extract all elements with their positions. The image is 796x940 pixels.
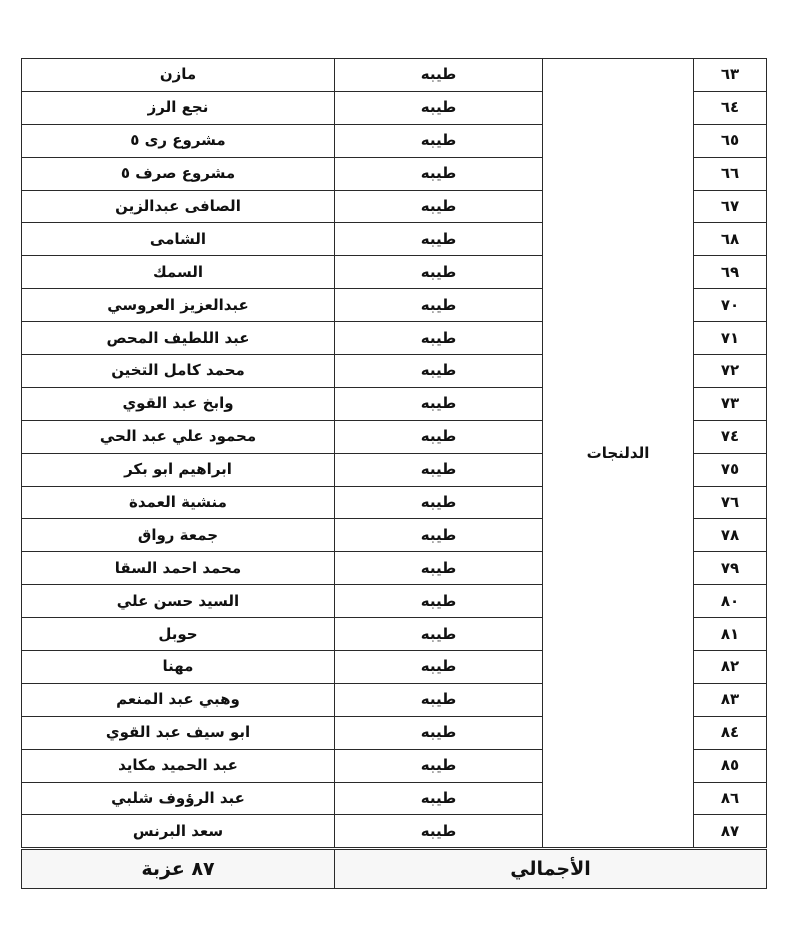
document-sheet (21, 58, 766, 889)
row-type-cell: طيبه (335, 453, 543, 486)
row-number-cell: ٨٦ (694, 782, 767, 815)
row-number-cell: ٦٤ (694, 91, 767, 124)
row-name-cell: جمعة رواق (22, 519, 335, 552)
row-number-cell: ٧١ (694, 322, 767, 355)
row-number-cell: ٨٧ (694, 815, 767, 849)
total-label-cell: الأجمالي (335, 849, 767, 889)
row-type-cell: طيبه (335, 355, 543, 388)
row-type-cell: طيبه (335, 486, 543, 519)
row-number-cell: ٨٠ (694, 585, 767, 618)
row-number-cell: ٨٤ (694, 716, 767, 749)
region-cell: الدلنجات (543, 59, 694, 849)
row-name-cell: عبد الرؤوف شلبي (22, 782, 335, 815)
row-type-cell: طيبه (335, 124, 543, 157)
row-name-cell: وابخ عبد القوي (22, 387, 335, 420)
row-name-cell: عبد الحميد مكايد (22, 749, 335, 782)
row-name-cell: منشية العمدة (22, 486, 335, 519)
row-name-cell: وهبي عبد المنعم (22, 683, 335, 716)
row-type-cell: طيبه (335, 651, 543, 684)
row-number-cell: ٧٠ (694, 289, 767, 322)
row-number-cell: ٨٣ (694, 683, 767, 716)
row-number-cell: ٨٢ (694, 651, 767, 684)
row-number-cell: ٦٧ (694, 190, 767, 223)
table-body (22, 59, 767, 889)
row-number-cell: ٦٩ (694, 256, 767, 289)
row-type-cell: طيبه (335, 618, 543, 651)
row-name-cell: الشامى (22, 223, 335, 256)
row-number-cell: ٧٥ (694, 453, 767, 486)
row-type-cell: طيبه (335, 815, 543, 849)
row-name-cell: ابو سيف عبد القوي (22, 716, 335, 749)
row-number-cell: ٨٥ (694, 749, 767, 782)
row-name-cell: محمد احمد السقا (22, 552, 335, 585)
row-type-cell: طيبه (335, 420, 543, 453)
row-type-cell: طيبه (335, 782, 543, 815)
row-name-cell: مهنا (22, 651, 335, 684)
row-name-cell: مشروع رى ٥ (22, 124, 335, 157)
row-type-cell: طيبه (335, 256, 543, 289)
row-name-cell: سعد البرنس (22, 815, 335, 849)
row-type-cell: طيبه (335, 387, 543, 420)
row-name-cell: السيد حسن علي (22, 585, 335, 618)
row-number-cell: ٧٢ (694, 355, 767, 388)
total-row (22, 849, 767, 889)
row-name-cell: عبدالعزيز العروسي (22, 289, 335, 322)
row-type-cell: طيبه (335, 59, 543, 92)
total-value-cell: ٨٧ عزبة (22, 849, 335, 889)
row-type-cell: طيبه (335, 157, 543, 190)
row-number-cell: ٨١ (694, 618, 767, 651)
row-number-cell: ٦٦ (694, 157, 767, 190)
row-number-cell: ٧٤ (694, 420, 767, 453)
row-number-cell: ٦٥ (694, 124, 767, 157)
row-type-cell: طيبه (335, 716, 543, 749)
row-name-cell: مشروع صرف ٥ (22, 157, 335, 190)
row-number-cell: ٧٦ (694, 486, 767, 519)
row-name-cell: محمد كامل التخين (22, 355, 335, 388)
row-type-cell: طيبه (335, 749, 543, 782)
row-name-cell: الصافى عبدالزين (22, 190, 335, 223)
row-type-cell: طيبه (335, 519, 543, 552)
row-name-cell: نجع الرز (22, 91, 335, 124)
row-name-cell: السمك (22, 256, 335, 289)
row-name-cell: حوبل (22, 618, 335, 651)
row-number-cell: ٧٣ (694, 387, 767, 420)
row-type-cell: طيبه (335, 91, 543, 124)
table-row (22, 59, 767, 92)
row-number-cell: ٦٣ (694, 59, 767, 92)
villages-table (21, 58, 767, 889)
row-number-cell: ٧٨ (694, 519, 767, 552)
row-number-cell: ٦٨ (694, 223, 767, 256)
row-type-cell: طيبه (335, 585, 543, 618)
row-name-cell: عبد اللطيف المحص (22, 322, 335, 355)
row-name-cell: ابراهيم ابو بكر (22, 453, 335, 486)
row-number-cell: ٧٩ (694, 552, 767, 585)
row-type-cell: طيبه (335, 190, 543, 223)
row-type-cell: طيبه (335, 289, 543, 322)
row-name-cell: محمود علي عبد الحي (22, 420, 335, 453)
row-type-cell: طيبه (335, 552, 543, 585)
row-type-cell: طيبه (335, 683, 543, 716)
row-type-cell: طيبه (335, 322, 543, 355)
row-name-cell: مازن (22, 59, 335, 92)
row-type-cell: طيبه (335, 223, 543, 256)
